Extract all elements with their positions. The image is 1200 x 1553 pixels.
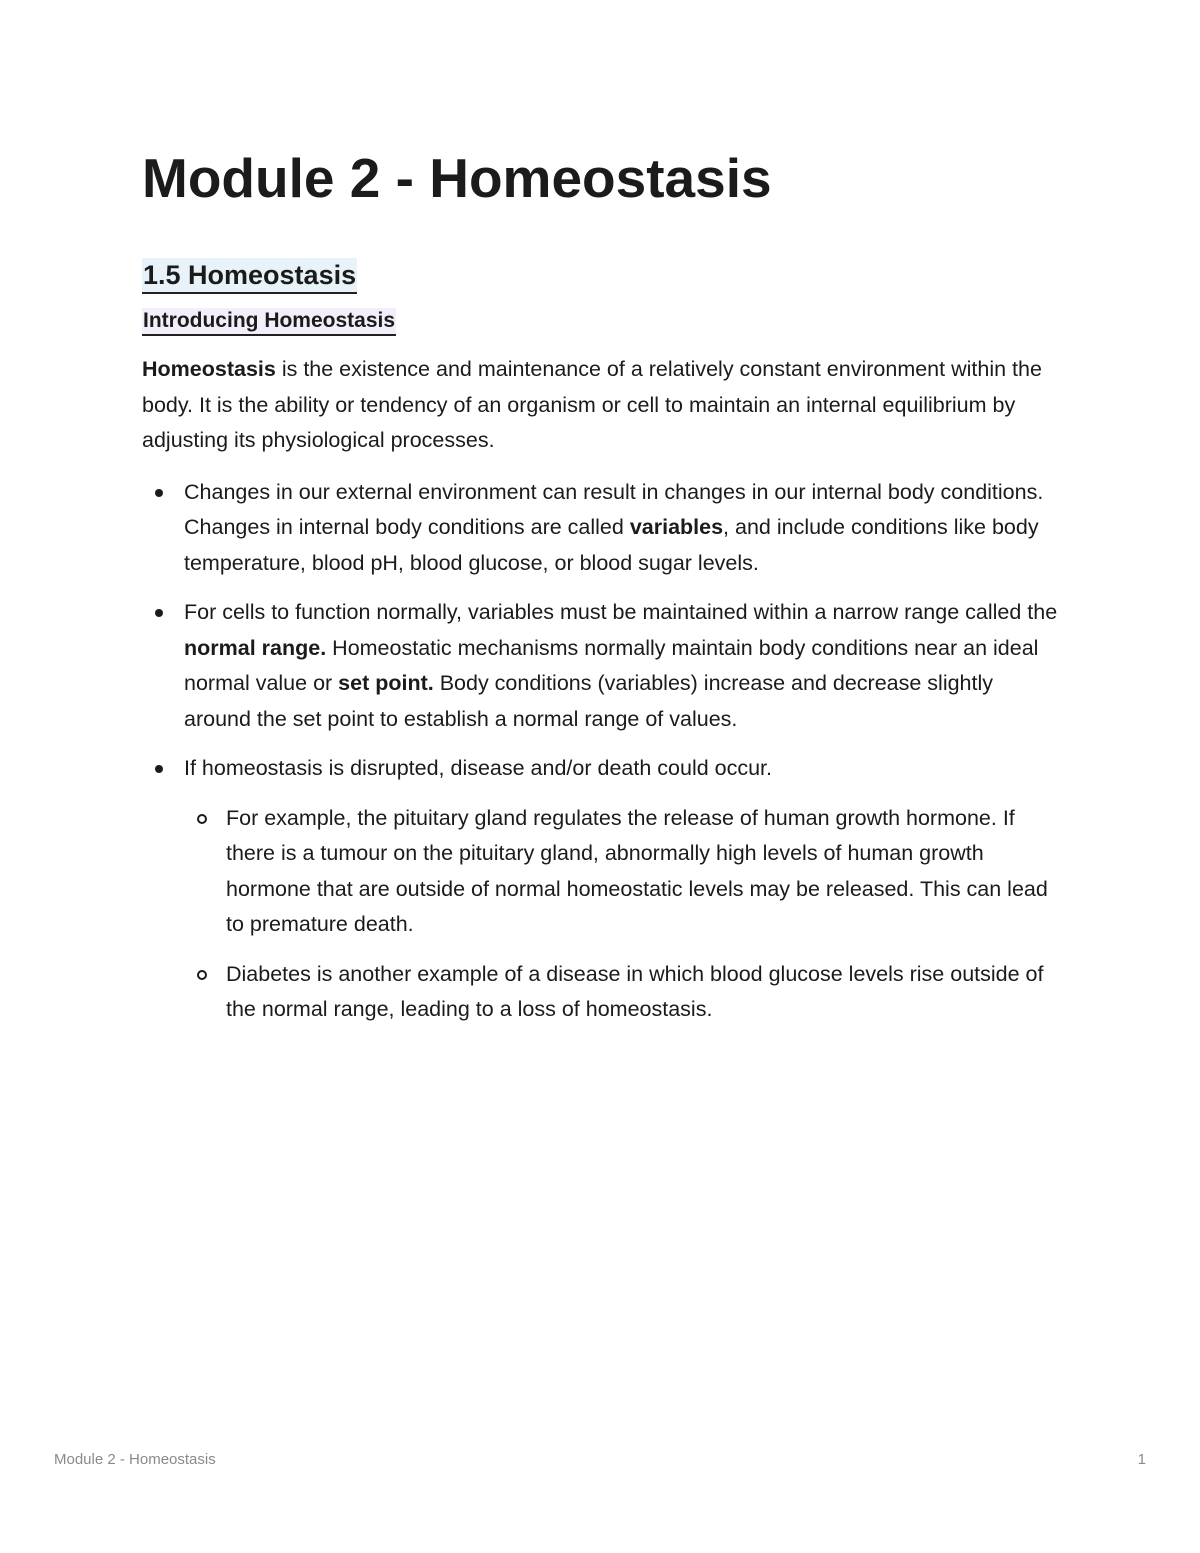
bullet-dot-icon <box>155 765 163 773</box>
bullet-list <box>142 475 1062 1028</box>
section-heading: 1.5 Homeostasis <box>142 258 357 294</box>
bullet-text: Changes in our external environment can result in changes in our internal body conditions. Changes in internal body conditions are called <box>184 479 1044 539</box>
bullet-ring-icon <box>197 814 207 824</box>
bullet-text: , and include conditions like body temperature, blood pH, blood glucose, or blood sugar levels. <box>184 515 1039 575</box>
bold-term: variables <box>629 515 724 539</box>
bullet-text: Homeostatic mechanisms normally maintain body conditions near an ideal normal value or <box>184 635 1039 695</box>
list-item <box>142 595 1062 737</box>
subheading-wrapper <box>142 308 1062 336</box>
bullet-text: If homeostasis is disrupted, disease and/or death could occur. <box>184 756 773 780</box>
bullet-dot-icon <box>155 609 163 617</box>
intro-term: Homeostasis <box>142 357 276 381</box>
sub-list-item <box>184 801 1062 943</box>
page-title: Module 2 - Homeostasis <box>142 147 772 209</box>
intro-text: is the existence and maintenance of a relatively constant environment within the body. It is the ability or tendency of an organism or cell to maintain an internal equilibrium by adjusting its physiological processes. <box>142 357 1042 452</box>
bullet-text: For cells to function normally, variables must be maintained within a narrow range called the <box>184 600 1058 624</box>
sub-bullet-text: Diabetes is another example of a disease in which blood glucose levels rise outside of the normal range, leading to a loss of homeostasis. <box>226 961 1044 1021</box>
bullet-dot-icon <box>155 489 163 497</box>
footer-title: Module 2 - Homeostasis <box>54 1451 216 1468</box>
bullet-ring-icon <box>197 970 207 980</box>
bold-term: normal range. <box>184 635 327 660</box>
subsection-heading: Introducing Homeostasis <box>142 308 396 336</box>
list-item <box>142 475 1062 582</box>
document-page <box>142 142 1062 1042</box>
sub-list-item <box>184 957 1062 1028</box>
intro-paragraph <box>142 352 1062 459</box>
sub-bullet-list <box>184 801 1062 1028</box>
page-number: 1 <box>1137 1451 1146 1468</box>
sub-bullet-text: For example, the pituitary gland regulates the release of human growth hormone. If there is a tumour on the pituitary gland, abnormally high levels of human growth hormone that are outside of normal homeostatic levels may be released. This can lead to premature death. <box>226 805 1048 936</box>
list-item <box>142 751 1062 1028</box>
bold-term: set point. <box>338 671 434 695</box>
bullet-text: Body conditions (variables) increase and decrease slightly around the set point to establish a normal range of values. <box>184 671 994 731</box>
